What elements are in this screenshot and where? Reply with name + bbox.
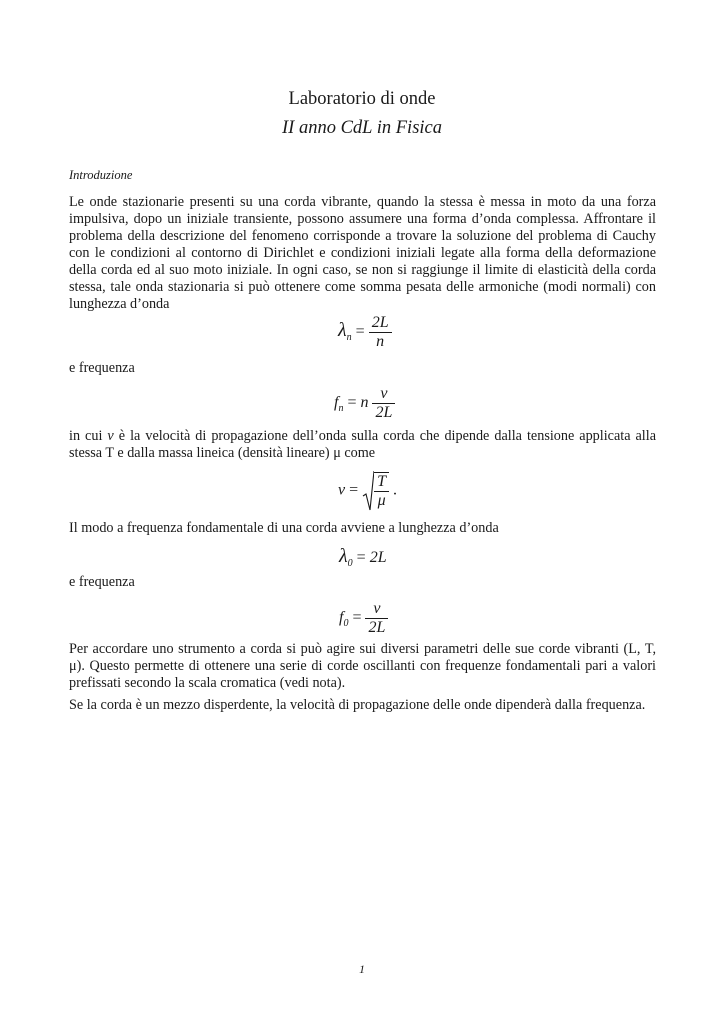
p3-text-post: è la velocità di propagazione dell’onda sulla corda che dipende dalla tensione applicata alla stessa T e dalla massa lineica (densità lineare) μ come [69, 428, 656, 461]
eq1-sub: n [346, 332, 352, 344]
eq5-fraction [365, 600, 388, 637]
eq3-fraction [374, 472, 389, 510]
paragraph-dispersive: Se la corda è un mezzo disperdente, la velocità di propagazione delle onde dipenderà dalla frequenza. [69, 697, 646, 713]
equation-wavelength-n [338, 314, 392, 351]
paragraph-fundamental: Il modo a frequenza fondamentale di una corda avviene a lunghezza d’onda [69, 520, 499, 536]
equation-velocity [338, 470, 397, 512]
equation-wavelength-0 [339, 545, 387, 569]
eq4-sub: 0 [347, 558, 353, 569]
equation-frequency-0 [339, 600, 388, 637]
eq3-period: . [393, 481, 398, 499]
eq1-numerator: 2L [369, 314, 392, 333]
eq1-equals: = [355, 323, 365, 341]
paragraph-velocity [69, 428, 656, 462]
p3-text-pre: in cui [69, 428, 108, 444]
eq4-rhs: 2L [369, 549, 387, 566]
eq3-equals: = [349, 481, 359, 499]
eq3-denominator: μ [377, 492, 386, 509]
section-heading: Introduzione [69, 168, 133, 182]
document-title: Laboratorio di onde [288, 89, 436, 109]
eq2-fraction [372, 385, 395, 422]
eq1-fraction [369, 314, 392, 351]
document-subtitle: II anno CdL in Fisica [282, 118, 442, 138]
eq4-equals: = [356, 549, 366, 566]
eq1-denominator: n [376, 333, 385, 350]
paragraph-frequency-2: e frequenza [69, 574, 135, 590]
sqrt-sign-icon [362, 470, 374, 512]
eq5-sub: 0 [343, 618, 349, 630]
eq2-denominator: 2L [375, 404, 393, 421]
paragraph-tuning: Per accordare uno strumento a corda si può agire sui diversi parametri delle sue corde vibranti (L, T, μ). Questo permette di ottenere una serie di corde oscillanti con frequenze fondamentali pari a valori prefissati secondo la scala cromatica (vedi nota). [69, 641, 656, 691]
eq2-sub: n [338, 403, 344, 415]
eq5-lhs: f [339, 609, 344, 627]
eq3-lhs: v [338, 481, 346, 499]
eq4-lhs: λ [339, 545, 348, 567]
eq3-sqrt [362, 470, 389, 512]
eq1-lhs: λ [338, 319, 347, 342]
equation-frequency-n [334, 385, 395, 422]
eq2-lhs: f [334, 394, 339, 412]
eq5-numerator: v [365, 600, 388, 619]
eq3-numerator: T [374, 473, 389, 492]
p3-variable-v: v [107, 428, 114, 444]
eq2-numerator: v [372, 385, 395, 404]
eq5-equals: = [352, 609, 362, 627]
intro-paragraph: Le onde stazionarie presenti su una corda vibrante, quando la stessa è messa in moto da una forza impulsiva, dopo un iniziale transiente, possono assumere una forma d’onda complessa. Affrontare il problema della descrizione del fenomeno corrisponde a trovare la soluzione del problema di Cauchy con le condizioni al contorno di Dirichlet e condizioni iniziali legate alla forma della deformazione della corda ed al suo moto iniziale. In ogni caso, se non si raggiunge il limite di elasticità della corda stessa, tale onda stazionaria si può ottenere come somma pesata delle armoniche (modi normali) con lunghezza d’onda [69, 194, 656, 312]
eq2-equals: = [347, 394, 357, 412]
eq2-coefficient: n [360, 394, 369, 412]
eq5-denominator: 2L [368, 619, 386, 636]
page-number: 1 [359, 962, 365, 976]
paragraph-frequency-1: e frequenza [69, 360, 135, 376]
